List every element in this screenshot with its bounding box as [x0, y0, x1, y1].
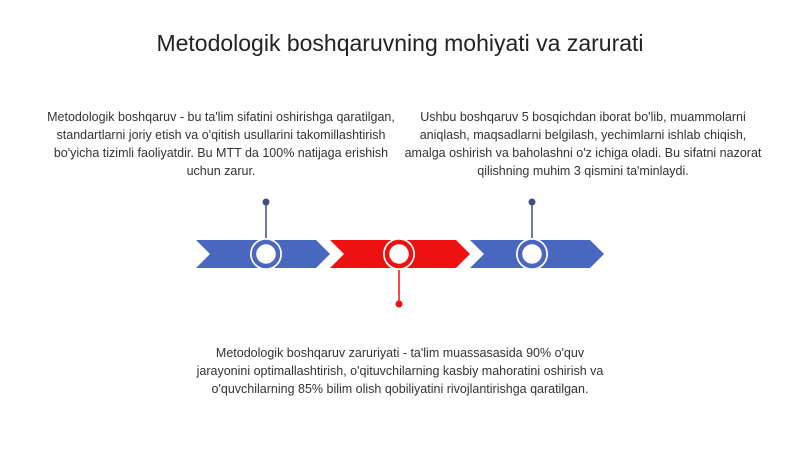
timeline-point-3-text: Ushbu boshqaruv 5 bosqichdan iborat bo'lib, muammolarni aniqlash, maqsadlarni belgilash, yechimlarni ishlab chiqish, amalga oshirish va baholashni o'z ichiga oladi. Bu sifatni nazorat qilishning muhim 3 qismini ta'minlaydi. — [404, 110, 762, 178]
connector-dot-2 — [396, 301, 403, 308]
timeline-marker-2 — [387, 242, 411, 266]
timeline-point-1-text: Metodologik boshqaruv - bu ta'lim sifatini oshirishga qaratilgan, standartlarni joriy etish va o'qitish usullarini takomillashtirish bo'yicha tizimli faoliyatdir. Bu MTT da 100% natijaga erishish uchun zarur. — [47, 110, 395, 178]
timeline-point-2-text: Metodologik boshqaruv zaruriyati - ta'lim muassasasida 90% o'quv jarayonini optimallashtirish, o'qituvchilarning kasbiy mahoratini oshirish va o'quvchilarning 85% bilim olish qobiliyatini rivojlantirishga qaratilgan. — [196, 346, 604, 396]
connector-dot-1 — [263, 199, 270, 206]
timeline-marker-3 — [520, 242, 544, 266]
timeline-marker-1 — [254, 242, 278, 266]
connector-dot-3 — [529, 199, 536, 206]
slide-title: Metodologik boshqaruvning mohiyati va zarurati — [156, 30, 644, 56]
